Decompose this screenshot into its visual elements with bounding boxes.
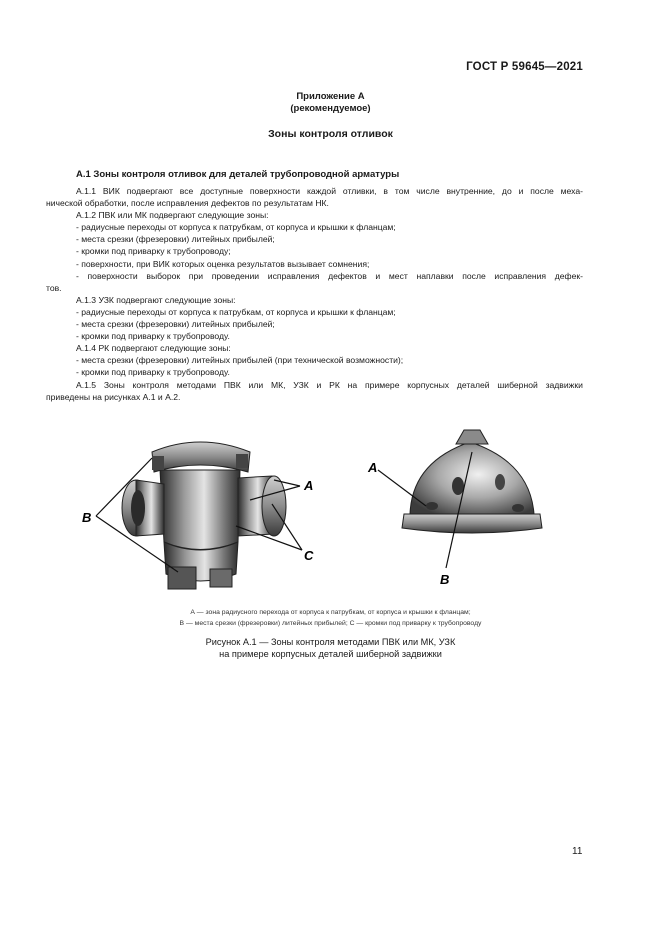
list-item: - радиусные переходы от корпуса к патрубкам, от корпуса и крышки к фланцам; <box>76 306 396 317</box>
figure-caption: Рисунок А.1 — Зоны контроля методами ПВК или МК, УЗК <box>205 637 456 647</box>
list-item: - места срезки (фрезеровки) литейных прибылей; <box>76 234 275 245</box>
label-a-right: A <box>368 460 378 475</box>
label-b-left: B <box>82 510 92 525</box>
standard-number: ГОСТ Р 59645—2021 <box>466 61 583 73</box>
paragraph: нической обработки, после исправления дефектов по результатам НК. <box>46 198 329 209</box>
list-item: - места срезки (фрезеровки) литейных прибылей (при технической возможности); <box>76 355 404 366</box>
page-number: 11 <box>572 846 583 857</box>
figure-caption-continued: на примере корпусных деталей шиберной задвижки <box>219 649 442 659</box>
label-c-left: C <box>304 548 314 563</box>
label-b-right: B <box>440 572 450 587</box>
paragraph: А.1.4 РК подвергают следующие зоны: <box>76 343 231 354</box>
list-item: - места срезки (фрезеровки) литейных прибылей; <box>76 319 275 330</box>
figure-a1 <box>60 422 620 607</box>
paragraph: тов. <box>46 282 62 293</box>
paragraph: А.1.5 Зоны контроля методами ПВК или МК, УЗК и РК на примере корпусных деталей шиберной задвижки <box>76 379 583 390</box>
bonnet-casting <box>402 430 542 533</box>
list-item: - поверхности, при ВИК которых оценка результатов вызывает сомнения; <box>76 258 370 269</box>
appendix-label: Приложение А <box>296 91 365 102</box>
label-a-left: A <box>304 478 314 493</box>
list-item: - кромки под приварку к трубопроводу; <box>76 246 231 257</box>
body-text <box>46 185 583 403</box>
appendix-status: (рекомендуемое) <box>290 103 371 114</box>
list-item: - поверхности выборок при проведении исправления дефектов и мест наплавки после исправления дефек- <box>76 270 583 281</box>
paragraph: приведены на рисунках А.1 и А.2. <box>46 391 181 402</box>
paragraph: А.1.3 УЗК подвергают следующие зоны: <box>76 294 236 305</box>
paragraph: А.1.1 ВИК подвергают все доступные поверхности каждой отливки, в том числе внутренние, до и после меха- <box>76 186 583 196</box>
list-item: - радиусные переходы от корпуса к патрубкам, от корпуса и крышки к фланцам; <box>76 222 396 233</box>
paragraph: А.1.2 ПВК или МК подвергают следующие зоны: <box>76 210 269 221</box>
list-item: - кромки под приварку к трубопроводу. <box>76 331 230 342</box>
figure-legend-line: В — места срезки (фрезеровки) литейных прибылей; С — кромки под приварку к трубопроводу <box>179 620 482 627</box>
figure-legend-line: А — зона радиусного перехода от корпуса к патрубкам, от корпуса и крышки к фланцам; <box>190 609 471 616</box>
section-title: А.1 Зоны контроля отливок для деталей трубопроводной арматуры <box>76 169 400 180</box>
list-item: - кромки под приварку к трубопроводу. <box>76 367 230 378</box>
appendix-title: Зоны контроля отливок <box>268 128 393 140</box>
